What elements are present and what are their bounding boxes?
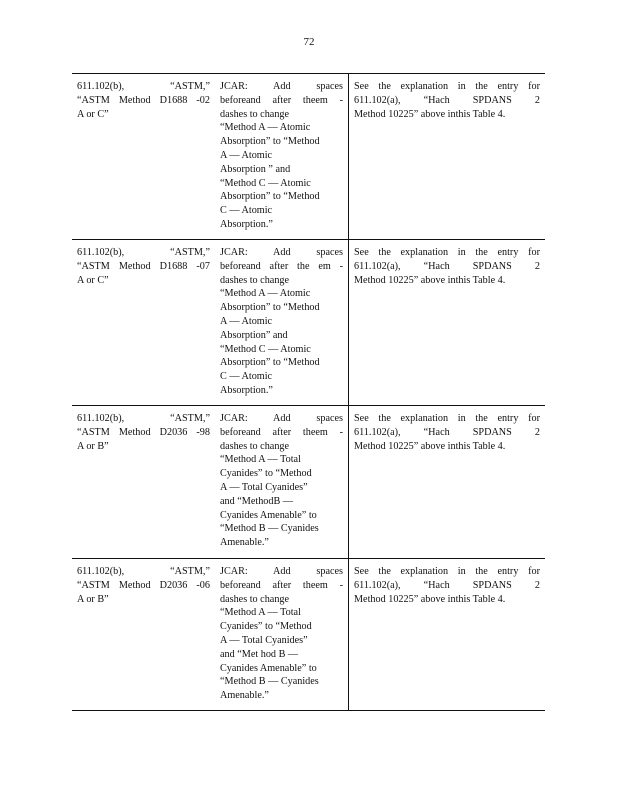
entry-line: “ASTM Method D1688 -02 [77,94,210,106]
entry-line: A or B” [77,593,109,605]
change-line: “Method C — Atomic [220,177,311,189]
change-line: Absorption ” and [220,163,291,175]
change-line: Absorption” to “Method [220,191,320,203]
change-line: JCAR: Add spaces [220,413,343,424]
entry-line: A or C” [77,274,109,286]
entry-cell [72,240,215,405]
change-line: Cyanides” to “Method [220,468,312,480]
change-line: “Method B — Cyanides [220,523,319,535]
entry-line: A or B” [77,440,109,452]
explanation-cell [349,406,545,558]
change-line: Absorption.” [220,218,273,230]
change-cell [215,74,349,239]
entry-line: 611.102(b), “ASTM,” [77,81,210,92]
change-line: “Method A — Total [220,607,301,619]
change-cell [215,240,349,405]
change-line: Cyanides Amenable” to [220,662,317,674]
entry-line: “ASTM Method D1688 -07 [77,260,210,272]
change-line: Cyanides” to “Method [220,621,312,633]
change-line: Amenable.” [220,537,269,549]
change-cell [215,559,349,710]
entry-line: A or C” [77,108,109,120]
explanation-line: 611.102(a), “Hach SPDANS 2 [354,579,540,591]
entry-cell [72,406,215,558]
change-line: beforeand after the em - [220,260,343,272]
explanation-line: 611.102(a), “Hach SPDANS 2 [354,94,540,106]
change-line: beforeand after theem - [220,426,343,438]
change-cell [215,406,349,558]
change-line: Absorption.” [220,384,273,396]
change-line: C — Atomic [220,205,273,217]
change-line: “Method A — Total [220,454,301,466]
entry-line: 611.102(b), “ASTM,” [77,566,210,577]
change-line: “Method A — Atomic [220,122,311,134]
entry-line: 611.102(b), “ASTM,” [77,413,210,424]
change-line: A — Total Cyanides” [220,634,308,646]
change-line: Amenable.” [220,690,269,702]
entry-line: “ASTM Method D2036 -06 [77,579,210,591]
change-line: “Method C — Atomic [220,343,311,355]
change-line: and “MethodB — [220,495,293,507]
change-line: Absorption” to “Method [220,136,320,148]
change-line: A — Atomic [220,149,273,161]
entry-line: “ASTM Method D2036 -98 [77,426,210,438]
change-line: Absorption” to “Method [220,302,320,314]
change-line: beforeand after theem - [220,579,343,591]
explanation-line: See the explanation in the entry for [354,413,540,424]
change-line: dashes to change [220,440,290,452]
change-line: “Method B — Cyanides [220,676,319,688]
change-line: Cyanides Amenable” to [220,509,317,521]
change-line: “Method A — Atomic [220,288,311,300]
entry-line: 611.102(b), “ASTM,” [77,247,210,258]
change-line: beforeand after theem - [220,94,343,106]
change-line: A — Total Cyanides” [220,481,308,493]
entry-cell [72,559,215,710]
table-row [72,406,545,559]
change-line: dashes to change [220,108,290,120]
change-line: C — Atomic [220,371,273,383]
explanation-line: See the explanation in the entry for [354,247,540,258]
change-line: JCAR: Add spaces [220,247,343,258]
change-line: JCAR: Add spaces [220,81,343,92]
explanation-line: See the explanation in the entry for [354,566,540,577]
amendments-table [72,73,545,711]
entry-cell [72,74,215,239]
change-line: Absorption” to “Method [220,357,320,369]
table-row [72,240,545,406]
change-line: dashes to change [220,593,290,605]
change-line: Absorption” and [220,329,288,341]
explanation-line: 611.102(a), “Hach SPDANS 2 [354,426,540,438]
explanation-line: Method 10225” above inthis Table 4. [354,593,506,605]
explanation-line: 611.102(a), “Hach SPDANS 2 [354,260,540,272]
explanation-cell [349,240,545,405]
change-line: dashes to change [220,274,290,286]
change-line: JCAR: Add spaces [220,566,343,577]
change-line: and “Met hod B — [220,648,299,660]
explanation-line: Method 10225” above inthis Table 4. [354,108,506,120]
explanation-line: Method 10225” above inthis Table 4. [354,274,506,286]
explanation-cell [349,559,545,710]
explanation-cell [349,74,545,239]
explanation-line: Method 10225” above inthis Table 4. [354,440,506,452]
table-row [72,74,545,240]
explanation-line: See the explanation in the entry for [354,81,540,92]
table-row [72,559,545,711]
change-line: A — Atomic [220,315,273,327]
page-number: 72 [303,36,315,48]
